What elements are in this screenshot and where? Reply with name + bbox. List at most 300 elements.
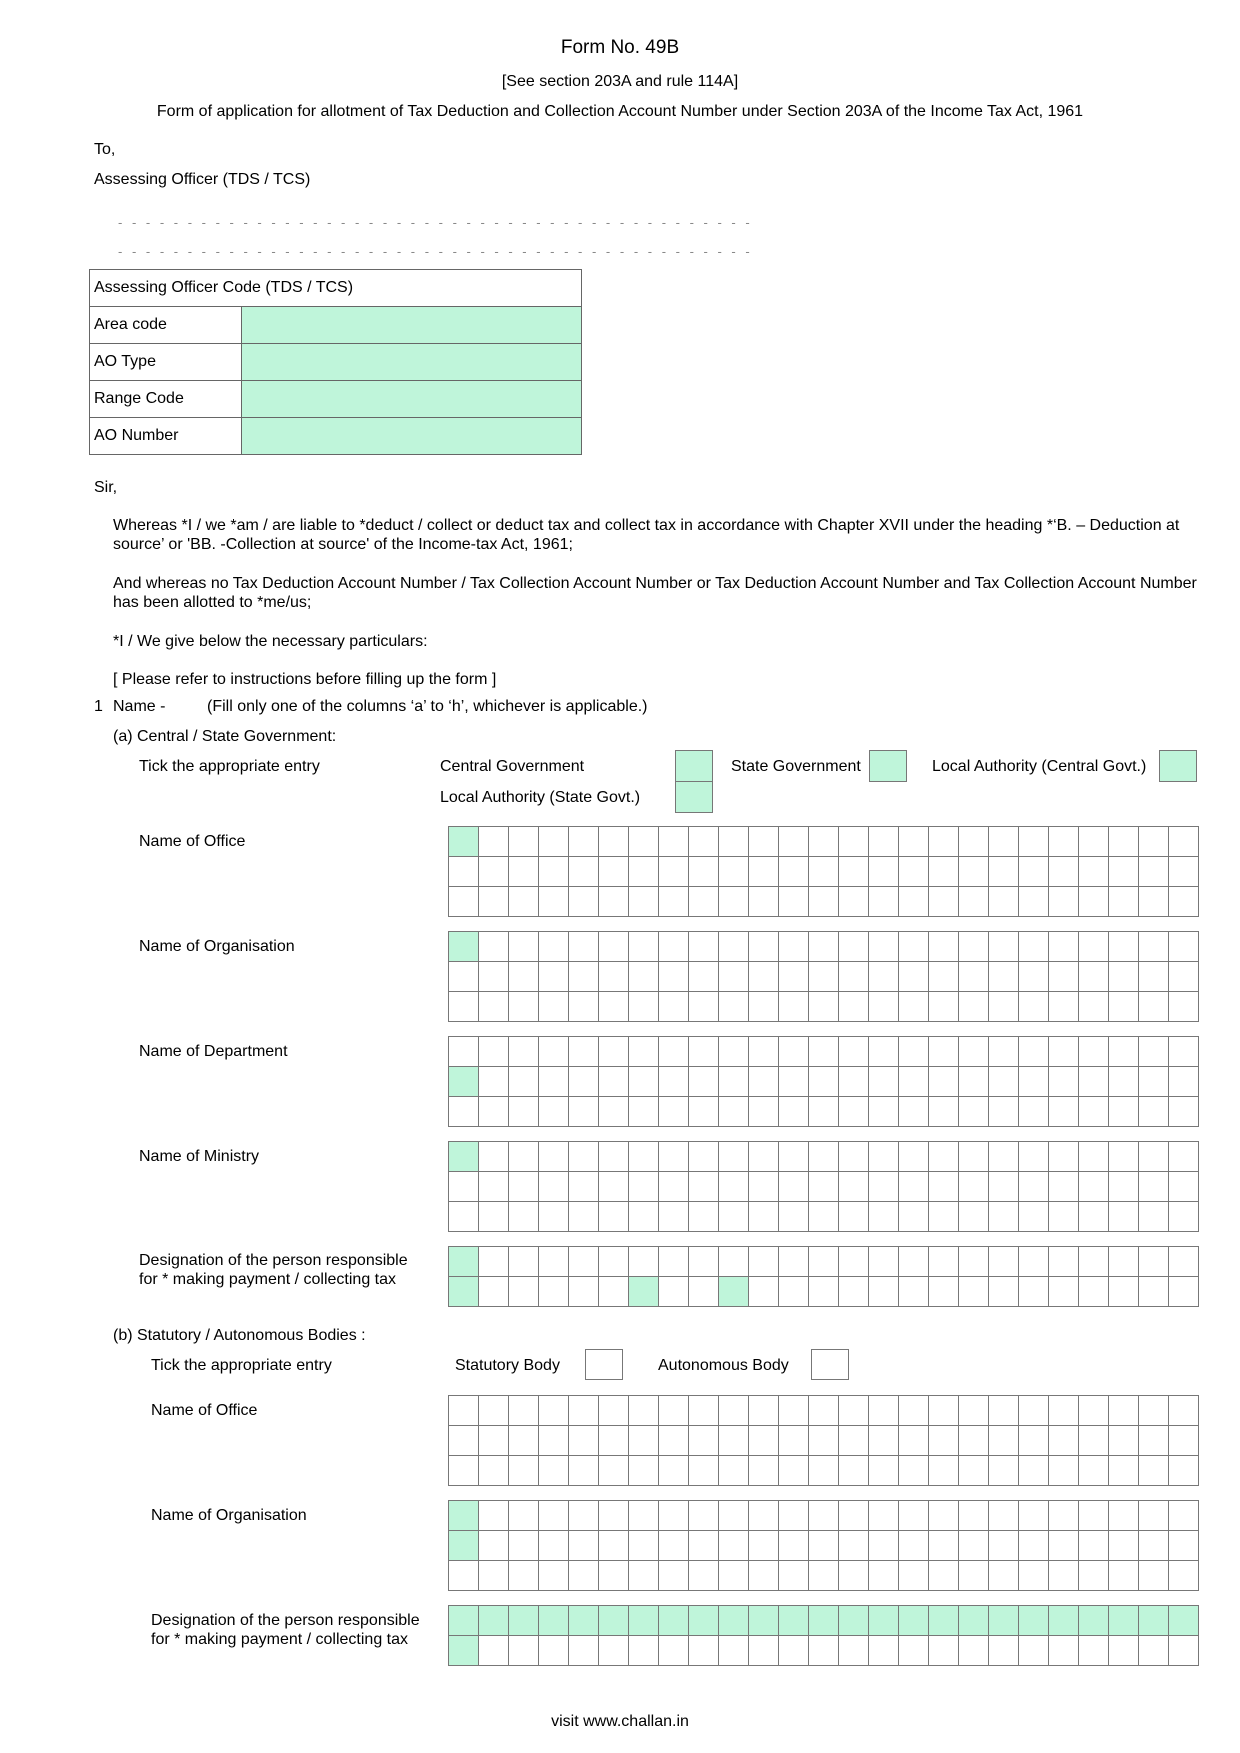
b-organisation-char-box[interactable] [659,1531,689,1561]
b-office-char-box[interactable] [629,1456,659,1486]
a-ministry-char-box[interactable] [719,1172,749,1202]
a-department-char-box[interactable] [1139,1037,1169,1067]
a-office-char-box[interactable] [929,827,959,857]
b-designation-char-box[interactable] [629,1606,659,1636]
a-organisation-char-box[interactable] [629,932,659,962]
a-ministry-char-box[interactable] [1019,1202,1049,1232]
b-designation-char-box[interactable] [779,1606,809,1636]
a-department-char-box[interactable] [929,1037,959,1067]
b-office-char-box[interactable] [689,1426,719,1456]
a-department-char-box[interactable] [599,1067,629,1097]
a-organisation-char-box[interactable] [689,932,719,962]
a-organisation-char-box[interactable] [449,992,479,1022]
a-ministry-char-box[interactable] [509,1142,539,1172]
a-ministry-char-box[interactable] [779,1202,809,1232]
b-designation-char-box[interactable] [569,1636,599,1666]
a-organisation-char-box[interactable] [959,932,989,962]
a-department-char-box[interactable] [869,1037,899,1067]
a-office-char-box[interactable] [839,827,869,857]
b-organisation-char-box[interactable] [449,1501,479,1531]
a-office-char-box[interactable] [929,857,959,887]
b-office-char-box[interactable] [509,1456,539,1486]
a-department-char-box[interactable] [479,1067,509,1097]
a-designation-char-box[interactable] [449,1277,479,1307]
a-designation-char-box[interactable] [989,1277,1019,1307]
a-organisation-char-box[interactable] [1049,932,1079,962]
a-ministry-char-box[interactable] [1019,1172,1049,1202]
a-organisation-char-box[interactable] [719,932,749,962]
a-ministry-char-box[interactable] [539,1172,569,1202]
b-designation-char-box[interactable] [1019,1636,1049,1666]
b-office-char-box[interactable] [809,1396,839,1426]
a-organisation-char-box[interactable] [959,962,989,992]
a-organisation-char-box[interactable] [929,962,959,992]
b-office-char-box[interactable] [779,1396,809,1426]
a-department-char-box[interactable] [509,1097,539,1127]
a-office-char-box[interactable] [599,857,629,887]
a-office-char-box[interactable] [899,857,929,887]
b-organisation-char-box[interactable] [449,1561,479,1591]
a-department-char-box[interactable] [1049,1037,1079,1067]
a-designation-char-box[interactable] [1139,1277,1169,1307]
a-organisation-char-box[interactable] [1079,962,1109,992]
b-organisation-char-box[interactable] [1169,1561,1199,1591]
a-office-char-box[interactable] [1019,857,1049,887]
b-organisation-char-box[interactable] [539,1501,569,1531]
a-ministry-char-box[interactable] [929,1172,959,1202]
a-department-char-box[interactable] [929,1067,959,1097]
a-department-char-box[interactable] [629,1037,659,1067]
a-office-char-box[interactable] [839,887,869,917]
a-organisation-char-box[interactable] [689,992,719,1022]
a-department-char-box[interactable] [719,1097,749,1127]
a-designation-char-box[interactable] [1019,1277,1049,1307]
b-designation-char-box[interactable] [449,1606,479,1636]
a-office-char-box[interactable] [779,887,809,917]
a-organisation-char-box[interactable] [1079,932,1109,962]
b-office-char-box[interactable] [899,1396,929,1426]
a-designation-char-box[interactable] [899,1247,929,1277]
a-designation-char-box[interactable] [1169,1247,1199,1277]
a-organisation-char-box[interactable] [1019,992,1049,1022]
b-organisation-char-box[interactable] [509,1501,539,1531]
a-designation-char-box[interactable] [689,1277,719,1307]
a-office-char-box[interactable] [449,827,479,857]
b-designation-char-box[interactable] [779,1636,809,1666]
a-organisation-char-box[interactable] [809,962,839,992]
b-designation-char-box[interactable] [539,1636,569,1666]
b-organisation-char-box[interactable] [869,1561,899,1591]
a-organisation-char-box[interactable] [1169,932,1199,962]
a-organisation-char-box[interactable] [569,932,599,962]
a-organisation-char-box[interactable] [1109,932,1139,962]
a-designation-char-box[interactable] [569,1277,599,1307]
a-ministry-char-box[interactable] [479,1172,509,1202]
a-organisation-char-box[interactable] [899,962,929,992]
b-organisation-char-box[interactable] [599,1561,629,1591]
b-organisation-char-box[interactable] [539,1531,569,1561]
a-office-char-box[interactable] [1169,857,1199,887]
a-department-char-box[interactable] [899,1037,929,1067]
a-office-char-box[interactable] [749,857,779,887]
a-ministry-char-box[interactable] [1109,1202,1139,1232]
b-designation-char-box[interactable] [689,1636,719,1666]
a-department-char-box[interactable] [929,1097,959,1127]
a-ministry-char-box[interactable] [899,1142,929,1172]
a-ministry-char-box[interactable] [899,1202,929,1232]
b-designation-char-box[interactable] [449,1636,479,1666]
b-office-char-box[interactable] [479,1396,509,1426]
b-organisation-grid[interactable] [448,1500,1199,1591]
a-ministry-char-box[interactable] [1169,1202,1199,1232]
a-ministry-char-box[interactable] [719,1142,749,1172]
b-organisation-char-box[interactable] [1019,1501,1049,1531]
b-designation-char-box[interactable] [929,1606,959,1636]
b-office-char-box[interactable] [1139,1426,1169,1456]
a-office-char-box[interactable] [539,857,569,887]
b-organisation-char-box[interactable] [869,1531,899,1561]
a-office-char-box[interactable] [989,827,1019,857]
a-ministry-char-box[interactable] [929,1202,959,1232]
a-organisation-char-box[interactable] [629,992,659,1022]
a-organisation-char-box[interactable] [1109,992,1139,1022]
a-designation-char-box[interactable] [719,1277,749,1307]
a-ministry-char-box[interactable] [629,1142,659,1172]
b-organisation-char-box[interactable] [869,1501,899,1531]
a-organisation-char-box[interactable] [1049,962,1079,992]
a-ministry-char-box[interactable] [779,1172,809,1202]
b-organisation-char-box[interactable] [689,1531,719,1561]
b-organisation-char-box[interactable] [599,1501,629,1531]
b-office-char-box[interactable] [1019,1396,1049,1426]
a-department-char-box[interactable] [1139,1097,1169,1127]
b-organisation-char-box[interactable] [839,1561,869,1591]
b-office-char-box[interactable] [449,1456,479,1486]
a-department-char-box[interactable] [1169,1037,1199,1067]
a-department-char-box[interactable] [1109,1037,1139,1067]
a-department-char-box[interactable] [809,1037,839,1067]
b-organisation-char-box[interactable] [1019,1531,1049,1561]
b-office-char-box[interactable] [839,1456,869,1486]
a-department-char-box[interactable] [839,1037,869,1067]
checkbox-state-govt[interactable] [869,750,907,782]
b-office-char-box[interactable] [899,1456,929,1486]
b-organisation-char-box[interactable] [839,1531,869,1561]
a-ministry-char-box[interactable] [1079,1142,1109,1172]
b-office-grid[interactable] [448,1395,1199,1486]
b-office-char-box[interactable] [749,1396,779,1426]
a-designation-char-box[interactable] [509,1277,539,1307]
a-organisation-char-box[interactable] [869,932,899,962]
a-office-char-box[interactable] [629,827,659,857]
a-ministry-char-box[interactable] [749,1202,779,1232]
a-organisation-char-box[interactable] [539,992,569,1022]
area-code-input[interactable] [241,307,581,344]
b-designation-char-box[interactable] [869,1606,899,1636]
b-organisation-char-box[interactable] [779,1531,809,1561]
a-ministry-char-box[interactable] [989,1202,1019,1232]
b-designation-char-box[interactable] [509,1606,539,1636]
a-organisation-char-box[interactable] [509,932,539,962]
b-office-char-box[interactable] [1139,1456,1169,1486]
b-office-char-box[interactable] [629,1396,659,1426]
b-designation-char-box[interactable] [539,1606,569,1636]
a-office-char-box[interactable] [569,887,599,917]
a-organisation-grid[interactable] [448,931,1199,1022]
a-organisation-char-box[interactable] [629,962,659,992]
a-organisation-char-box[interactable] [779,992,809,1022]
a-ministry-char-box[interactable] [479,1142,509,1172]
b-designation-char-box[interactable] [1139,1636,1169,1666]
a-designation-char-box[interactable] [689,1247,719,1277]
a-organisation-char-box[interactable] [1079,992,1109,1022]
b-office-char-box[interactable] [599,1426,629,1456]
a-ministry-char-box[interactable] [599,1172,629,1202]
b-organisation-char-box[interactable] [1169,1531,1199,1561]
b-designation-char-box[interactable] [689,1606,719,1636]
a-office-char-box[interactable] [1109,857,1139,887]
a-organisation-char-box[interactable] [1169,962,1199,992]
b-organisation-char-box[interactable] [1139,1501,1169,1531]
b-office-char-box[interactable] [659,1456,689,1486]
a-department-char-box[interactable] [839,1067,869,1097]
a-ministry-char-box[interactable] [1109,1142,1139,1172]
a-organisation-char-box[interactable] [1139,992,1169,1022]
a-ministry-char-box[interactable] [809,1202,839,1232]
range-code-input[interactable] [241,381,581,418]
b-office-char-box[interactable] [959,1426,989,1456]
b-designation-char-box[interactable] [719,1606,749,1636]
a-ministry-char-box[interactable] [629,1202,659,1232]
b-designation-char-box[interactable] [1049,1636,1079,1666]
a-designation-char-box[interactable] [869,1247,899,1277]
b-organisation-char-box[interactable] [1049,1531,1079,1561]
a-department-char-box[interactable] [779,1037,809,1067]
a-office-char-box[interactable] [959,827,989,857]
b-office-char-box[interactable] [959,1456,989,1486]
b-designation-char-box[interactable] [929,1636,959,1666]
b-office-char-box[interactable] [1079,1426,1109,1456]
b-office-char-box[interactable] [719,1426,749,1456]
b-designation-char-box[interactable] [959,1606,989,1636]
b-organisation-char-box[interactable] [479,1531,509,1561]
a-office-char-box[interactable] [659,887,689,917]
b-designation-char-box[interactable] [1019,1606,1049,1636]
a-office-char-box[interactable] [1109,827,1139,857]
a-department-char-box[interactable] [1169,1067,1199,1097]
b-organisation-char-box[interactable] [989,1501,1019,1531]
b-designation-char-box[interactable] [599,1606,629,1636]
a-designation-char-box[interactable] [809,1277,839,1307]
a-designation-char-box[interactable] [749,1277,779,1307]
a-designation-char-box[interactable] [539,1277,569,1307]
a-department-char-box[interactable] [539,1067,569,1097]
b-office-char-box[interactable] [989,1456,1019,1486]
a-organisation-char-box[interactable] [929,932,959,962]
a-office-char-box[interactable] [1169,887,1199,917]
a-ministry-char-box[interactable] [539,1142,569,1172]
b-office-char-box[interactable] [749,1426,779,1456]
b-office-char-box[interactable] [779,1426,809,1456]
b-designation-char-box[interactable] [809,1636,839,1666]
a-ministry-char-box[interactable] [479,1202,509,1232]
a-designation-char-box[interactable] [659,1277,689,1307]
b-organisation-char-box[interactable] [1139,1561,1169,1591]
a-department-char-box[interactable] [1109,1097,1139,1127]
a-designation-char-box[interactable] [719,1247,749,1277]
a-department-char-box[interactable] [479,1097,509,1127]
a-designation-char-box[interactable] [1109,1247,1139,1277]
a-office-char-box[interactable] [839,857,869,887]
b-office-char-box[interactable] [1079,1456,1109,1486]
a-ministry-char-box[interactable] [509,1172,539,1202]
b-designation-char-box[interactable] [479,1606,509,1636]
b-designation-char-box[interactable] [1049,1606,1079,1636]
checkbox-local-central[interactable] [1159,750,1197,782]
a-office-char-box[interactable] [599,887,629,917]
b-office-char-box[interactable] [659,1426,689,1456]
a-ministry-char-box[interactable] [749,1142,779,1172]
a-department-char-box[interactable] [959,1097,989,1127]
a-office-char-box[interactable] [1169,827,1199,857]
a-organisation-char-box[interactable] [869,962,899,992]
a-designation-char-box[interactable] [779,1247,809,1277]
a-department-char-box[interactable] [989,1097,1019,1127]
a-organisation-char-box[interactable] [749,962,779,992]
a-organisation-char-box[interactable] [599,962,629,992]
a-department-char-box[interactable] [899,1097,929,1127]
a-office-char-box[interactable] [989,857,1019,887]
b-office-char-box[interactable] [1169,1396,1199,1426]
b-organisation-char-box[interactable] [689,1501,719,1531]
b-office-char-box[interactable] [569,1426,599,1456]
a-organisation-char-box[interactable] [959,992,989,1022]
b-designation-char-box[interactable] [899,1636,929,1666]
a-department-char-box[interactable] [689,1097,719,1127]
a-office-char-box[interactable] [989,887,1019,917]
a-department-char-box[interactable] [989,1037,1019,1067]
b-organisation-char-box[interactable] [929,1561,959,1591]
a-designation-char-box[interactable] [629,1247,659,1277]
a-ministry-char-box[interactable] [599,1202,629,1232]
a-ministry-char-box[interactable] [1139,1172,1169,1202]
a-ministry-char-box[interactable] [689,1142,719,1172]
b-office-char-box[interactable] [449,1396,479,1426]
b-organisation-char-box[interactable] [479,1561,509,1591]
a-ministry-char-box[interactable] [1109,1172,1139,1202]
b-organisation-char-box[interactable] [809,1501,839,1531]
a-department-char-box[interactable] [1079,1037,1109,1067]
b-office-char-box[interactable] [1049,1396,1079,1426]
b-office-char-box[interactable] [809,1456,839,1486]
a-department-char-box[interactable] [689,1067,719,1097]
a-department-char-box[interactable] [1109,1067,1139,1097]
b-designation-char-box[interactable] [1109,1636,1139,1666]
b-designation-char-box[interactable] [599,1636,629,1666]
a-department-char-box[interactable] [1049,1097,1079,1127]
a-department-char-box[interactable] [1019,1067,1049,1097]
a-ministry-char-box[interactable] [659,1142,689,1172]
a-organisation-char-box[interactable] [809,992,839,1022]
b-office-char-box[interactable] [539,1426,569,1456]
a-department-char-box[interactable] [539,1037,569,1067]
a-organisation-char-box[interactable] [659,992,689,1022]
a-office-char-box[interactable] [629,887,659,917]
a-ministry-char-box[interactable] [839,1142,869,1172]
b-office-char-box[interactable] [989,1396,1019,1426]
a-designation-char-box[interactable] [539,1247,569,1277]
b-office-char-box[interactable] [479,1456,509,1486]
a-ministry-char-box[interactable] [1169,1142,1199,1172]
b-office-char-box[interactable] [869,1426,899,1456]
b-organisation-char-box[interactable] [539,1561,569,1591]
b-designation-char-box[interactable] [839,1636,869,1666]
b-office-char-box[interactable] [509,1426,539,1456]
a-office-char-box[interactable] [1049,827,1079,857]
a-office-char-box[interactable] [719,857,749,887]
b-organisation-char-box[interactable] [1079,1531,1109,1561]
a-designation-char-box[interactable] [989,1247,1019,1277]
b-office-char-box[interactable] [1109,1396,1139,1426]
a-ministry-char-box[interactable] [449,1172,479,1202]
a-organisation-char-box[interactable] [749,932,779,962]
a-ministry-char-box[interactable] [1049,1202,1079,1232]
b-organisation-char-box[interactable] [809,1531,839,1561]
a-organisation-char-box[interactable] [839,962,869,992]
b-organisation-char-box[interactable] [749,1561,779,1591]
b-designation-char-box[interactable] [839,1606,869,1636]
a-ministry-char-box[interactable] [569,1142,599,1172]
checkbox-central-govt[interactable] [675,750,713,782]
a-designation-char-box[interactable] [839,1277,869,1307]
a-office-grid[interactable] [448,826,1199,917]
a-organisation-char-box[interactable] [869,992,899,1022]
b-designation-char-box[interactable] [989,1636,1019,1666]
a-organisation-char-box[interactable] [839,932,869,962]
b-organisation-char-box[interactable] [929,1501,959,1531]
b-office-char-box[interactable] [1109,1426,1139,1456]
a-ministry-char-box[interactable] [689,1172,719,1202]
a-office-char-box[interactable] [929,887,959,917]
a-designation-char-box[interactable] [1139,1247,1169,1277]
a-organisation-char-box[interactable] [599,992,629,1022]
a-designation-char-box[interactable] [449,1247,479,1277]
a-office-char-box[interactable] [1139,887,1169,917]
a-organisation-char-box[interactable] [899,992,929,1022]
a-office-char-box[interactable] [779,827,809,857]
b-office-char-box[interactable] [869,1396,899,1426]
a-ministry-char-box[interactable] [989,1142,1019,1172]
a-organisation-char-box[interactable] [659,962,689,992]
a-office-char-box[interactable] [1019,887,1049,917]
a-designation-grid[interactable] [448,1246,1199,1307]
a-organisation-char-box[interactable] [1109,962,1139,992]
a-department-char-box[interactable] [509,1067,539,1097]
a-office-char-box[interactable] [809,887,839,917]
a-department-char-box[interactable] [749,1067,779,1097]
a-organisation-char-box[interactable] [539,962,569,992]
a-office-char-box[interactable] [539,887,569,917]
a-ministry-char-box[interactable] [1079,1202,1109,1232]
a-office-char-box[interactable] [809,827,839,857]
a-ministry-char-box[interactable] [809,1172,839,1202]
a-office-char-box[interactable] [1139,827,1169,857]
a-department-char-box[interactable] [809,1097,839,1127]
b-office-char-box[interactable] [749,1456,779,1486]
a-organisation-char-box[interactable] [1049,992,1079,1022]
footer-link[interactable]: visit www.challan.in [551,1713,689,1730]
b-designation-char-box[interactable] [749,1606,779,1636]
